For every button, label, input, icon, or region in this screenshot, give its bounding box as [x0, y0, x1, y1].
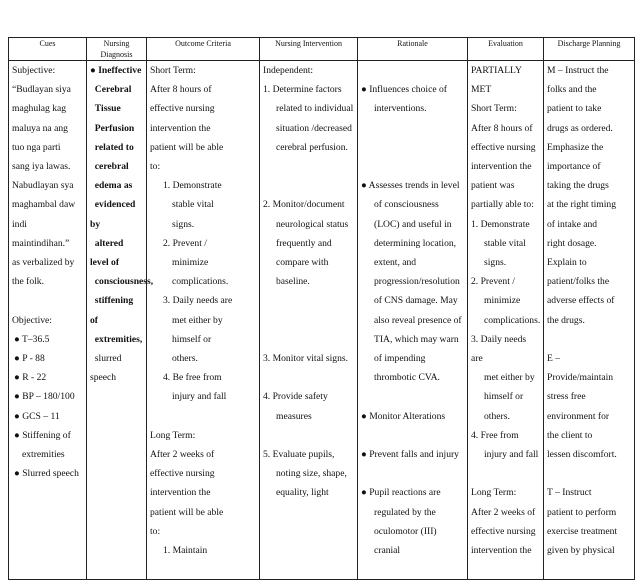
- discharge-line: adverse effects of: [547, 295, 615, 307]
- rationale-line: thrombotic CVA.: [374, 372, 440, 384]
- discharge-line: patient/folks the: [547, 276, 610, 288]
- outcome-item: himself or: [172, 333, 212, 345]
- subjective-line: maluya na ang: [12, 122, 68, 134]
- outcome-line: After 2 weeks of: [150, 449, 215, 461]
- discharge-line: Explain to: [547, 257, 587, 269]
- evaluation-line: partially able to:: [471, 199, 534, 211]
- spacer: [361, 426, 464, 445]
- subjective-line: indi: [12, 218, 27, 230]
- rationale-line: extent, and: [374, 256, 417, 268]
- evaluation-line: After 8 hours of: [471, 122, 533, 134]
- spacer: [547, 330, 631, 349]
- spacer: [263, 157, 354, 176]
- intervention-line: cerebral perfusion.: [276, 141, 348, 153]
- evaluation-item: met either by: [484, 372, 535, 384]
- outcome-item: 1. Demonstrate: [163, 180, 222, 192]
- subjective-line: “Budlayan siya: [12, 84, 71, 96]
- spacer: [361, 119, 464, 138]
- subjective-line: as verbalized by: [12, 257, 75, 269]
- discharge-line: importance of: [547, 161, 601, 173]
- spacer: [263, 426, 354, 445]
- intervention-line: frequently and: [276, 237, 332, 249]
- evaluation-item: injury and fall: [484, 449, 539, 461]
- evaluation-line: patient was: [471, 180, 515, 192]
- diagnosis-line: stiffening of: [90, 295, 134, 326]
- column-header: Nursing Intervention: [260, 38, 358, 61]
- long-term-label: Long Term:: [471, 487, 517, 499]
- evaluation-line: effective nursing: [471, 141, 536, 153]
- rationale-line: regulated by the: [374, 506, 436, 518]
- outcome-line: effective nursing: [150, 468, 215, 480]
- discharge-line: at the right timing: [547, 199, 617, 211]
- outcome-line: effective nursing: [150, 103, 215, 115]
- rationale-line: ● Influences choice of: [361, 84, 447, 96]
- diagnosis-line: Tissue: [90, 103, 121, 115]
- spacer: [361, 138, 464, 157]
- intervention-line: noting size, shape,: [276, 468, 347, 480]
- intervention-line: 5. Evaluate pupils,: [263, 448, 335, 460]
- diagnosis-tail: slurred speech: [90, 353, 122, 384]
- subjective-label: Subjective:: [12, 65, 56, 76]
- spacer: [361, 157, 464, 176]
- outcome-item: stable vital: [172, 199, 214, 211]
- discharge-line: M – Instruct the: [547, 65, 609, 76]
- spacer: [263, 330, 354, 349]
- outcome-item: 2. Prevent /: [163, 237, 207, 249]
- evaluation-item: signs.: [484, 257, 507, 269]
- outcome-item: injury and fall: [172, 391, 227, 403]
- rationale-line: of consciousness: [374, 199, 439, 211]
- outcome-item: complications.: [172, 276, 229, 288]
- rationale-line: of impending: [374, 352, 426, 364]
- evaluation-item: minimize: [484, 295, 521, 307]
- evaluation-item: 1. Demonstrate: [471, 218, 530, 230]
- rationale-line: determining location,: [374, 237, 457, 249]
- spacer: [263, 368, 354, 387]
- discharge-line: Provide/maintain: [547, 372, 614, 384]
- evaluation-item: stable vital: [484, 237, 526, 249]
- evaluation-line: PARTIALLY: [471, 65, 522, 76]
- objective-item: ● T–36.5: [14, 333, 50, 345]
- discharge-line: stress free: [547, 391, 586, 403]
- outcome-item: 3. Daily needs are: [163, 295, 233, 307]
- long-term-label: Long Term:: [150, 429, 196, 441]
- diagnosis-line: altered level of: [90, 237, 124, 269]
- discharge-cell: [544, 61, 635, 580]
- rationale-line: interventions.: [374, 103, 427, 115]
- outcome-item: minimize: [172, 257, 209, 269]
- outcome-line: intervention the: [150, 487, 211, 499]
- subjective-line: maghambal daw: [12, 199, 76, 211]
- discharge-line: patient to take: [547, 103, 602, 115]
- outcome-item: others.: [172, 353, 198, 365]
- evaluation-line: effective nursing: [471, 525, 536, 537]
- outcome-item: signs.: [172, 218, 195, 230]
- rationale-line: ● Monitor Alterations: [361, 410, 446, 422]
- rationale-line: also reveal presence of: [374, 314, 462, 326]
- discharge-line: given by physical: [547, 545, 615, 557]
- intervention-line: equality, light: [276, 487, 329, 499]
- rationale-line: TIA, which may warn: [374, 333, 459, 345]
- objective-item: ● R - 22: [14, 372, 47, 384]
- spacer: [361, 560, 464, 579]
- subjective-line: the folk.: [12, 276, 44, 288]
- discharge-line: Emphasize the: [547, 141, 604, 153]
- subjective-line: tuo nga parti: [12, 141, 61, 153]
- table-row: [9, 61, 635, 580]
- evaluation-cell: [468, 61, 544, 580]
- objective-item: ● BP – 180/100: [14, 391, 75, 403]
- rationale-cell: [358, 61, 468, 580]
- rationale-line: ● Assesses trends in level: [361, 180, 460, 192]
- diagnosis-line: Cerebral: [90, 84, 132, 96]
- intervention-line: 3. Monitor vital signs.: [263, 352, 349, 364]
- intervention-line: 4. Provide safety: [263, 391, 328, 403]
- discharge-line: E –: [547, 353, 561, 365]
- subjective-line: sang iya lawas.: [12, 161, 71, 173]
- objective-label: Objective:: [12, 314, 52, 326]
- discharge-line: exercise treatment: [547, 525, 618, 537]
- discharge-line: the client to: [547, 429, 593, 441]
- evaluation-line: Short Term:: [471, 103, 517, 115]
- column-header: Rationale: [358, 38, 468, 61]
- cues-cell: [9, 61, 87, 580]
- evaluation-item: 3. Daily needs are: [471, 333, 527, 365]
- outcome-line: patient will be able: [150, 506, 224, 518]
- nursing-care-plan-table: [8, 37, 635, 580]
- spacer: [263, 311, 354, 330]
- short-term-label: Short Term:: [150, 65, 196, 76]
- diagnosis-line: evidenced by: [90, 199, 136, 230]
- subjective-line: Nabudlayan sya: [12, 180, 74, 192]
- diagnosis-cell: [87, 61, 154, 580]
- evaluation-item: others.: [484, 410, 510, 422]
- rationale-line: progression/resolution: [374, 276, 460, 288]
- discharge-line: patient to perform: [547, 506, 617, 518]
- evaluation-line: intervention the: [471, 161, 532, 173]
- spacer: [263, 503, 354, 522]
- discharge-line: drugs as ordered.: [547, 122, 613, 134]
- outcome-item: 1. Maintain: [163, 545, 208, 557]
- column-header: Evaluation: [468, 38, 544, 61]
- rationale-line: ● Pupil reactions are: [361, 487, 441, 499]
- intervention-cell: [260, 61, 358, 580]
- spacer: [361, 464, 464, 483]
- evaluation-item: 4. Free from: [471, 429, 519, 441]
- intervention-line: 2. Monitor/document: [263, 199, 345, 211]
- outcome-line: to:: [150, 161, 161, 173]
- objective-item: ● Stiffening of extremities: [14, 429, 71, 461]
- discharge-line: environment for: [547, 410, 610, 422]
- diagnosis-line: related to: [90, 141, 134, 153]
- evaluation-line: intervention the: [471, 545, 532, 557]
- intervention-line: 1. Determine factors: [263, 84, 342, 96]
- objective-item: ● GCS – 11: [14, 410, 60, 422]
- outcome-item: 4. Be free from: [163, 372, 222, 384]
- spacer: [12, 291, 83, 310]
- outcome-line: patient will be able: [150, 141, 224, 153]
- outcome-cell: [147, 61, 260, 580]
- evaluation-item: himself or: [484, 391, 524, 403]
- outcome-line: After 8 hours of: [150, 84, 212, 96]
- objective-item: ● Slurred speech: [14, 468, 79, 480]
- outcome-line: intervention the: [150, 122, 211, 134]
- evaluation-item: 2. Prevent /: [471, 276, 515, 288]
- spacer: [263, 176, 354, 195]
- column-header: Outcome Criteria: [147, 38, 260, 61]
- diagnosis-line: consciousness,: [90, 276, 154, 288]
- spacer: [150, 407, 256, 426]
- discharge-line: lessen discomfort.: [547, 449, 617, 461]
- rationale-line: ● Prevent falls and injury: [361, 448, 459, 460]
- objective-item: ● P - 88: [14, 353, 45, 365]
- spacer: [547, 464, 631, 483]
- intervention-line: related to individual: [276, 103, 354, 115]
- diagnosis-line: cerebral: [90, 161, 129, 173]
- intervention-line: baseline.: [276, 276, 310, 288]
- header-row: [9, 38, 635, 61]
- column-header: Cues: [9, 38, 87, 61]
- diagnosis-line: edema as: [90, 180, 133, 192]
- spacer: [471, 464, 540, 483]
- intervention-line: compare with: [276, 257, 329, 268]
- evaluation-line: MET: [471, 84, 492, 96]
- evaluation-line: After 2 weeks of: [471, 506, 536, 518]
- evaluation-item: complications.: [484, 314, 541, 326]
- discharge-line: of intake and: [547, 218, 598, 230]
- diagnosis-line: extremities,: [90, 333, 143, 345]
- intervention-line: measures: [276, 410, 312, 422]
- outcome-item: met either by: [172, 314, 223, 326]
- intervention-line: situation /decreased: [276, 122, 352, 134]
- intervention-line: neurological status: [276, 218, 349, 230]
- rationale-line: of CNS damage. May: [374, 295, 458, 307]
- discharge-line: right dosage.: [547, 237, 597, 249]
- discharge-line: the drugs.: [547, 314, 585, 326]
- spacer: [361, 61, 464, 80]
- spacer: [361, 387, 464, 406]
- discharge-line: folks and the: [547, 84, 597, 96]
- diagnosis-line: ● Ineffective: [90, 65, 142, 76]
- diagnosis-line: Perfusion: [90, 122, 135, 134]
- rationale-line: oculomotor (III) cranial: [374, 525, 437, 556]
- discharge-line: T – Instruct: [547, 487, 592, 499]
- discharge-line: taking the drugs: [547, 180, 609, 192]
- subjective-line: maintindihan.”: [12, 237, 70, 249]
- column-header: Nursing Diagnosis: [87, 38, 147, 61]
- rationale-line: (LOC) and useful in: [374, 218, 452, 230]
- outcome-line: to:: [150, 525, 161, 537]
- independent-label: Independent:: [263, 65, 314, 76]
- subjective-line: maghulag kag: [12, 103, 67, 115]
- column-header: Discharge Planning: [544, 38, 635, 61]
- spacer: [263, 291, 354, 310]
